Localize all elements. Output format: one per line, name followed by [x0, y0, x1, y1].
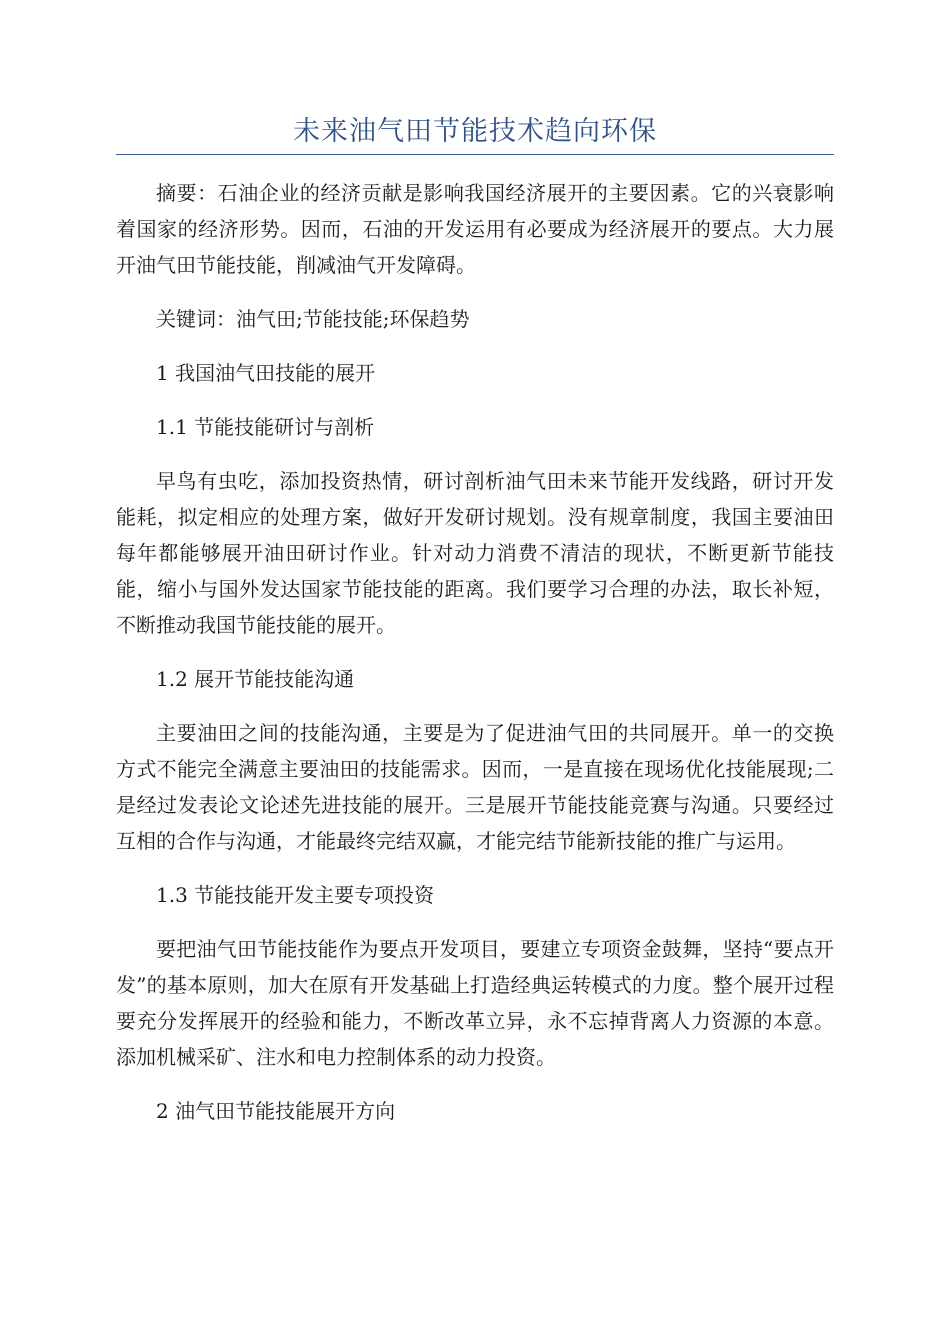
keywords-line: 关键词：油气田;节能技能;环保趋势 — [156, 307, 470, 331]
section-heading-1-2: 1.2 展开节能技能沟通 — [156, 667, 355, 691]
document-body — [116, 175, 834, 1147]
section-paragraph-1-3: 要把油气田节能技能作为要点开发项目，要建立专项资金鼓舞，坚持“要点开发”的基本原则，加大在原有开发基础上打造经典运转模式的力度。整个展开过程要充分发挥展开的经验和能力，不断改革立异，永不忘掉背离人力资源的本意。添加机械采矿、注水和电力控制体系的动力投资。 — [116, 937, 834, 1069]
section-paragraph-1-2: 主要油田之间的技能沟通，主要是为了促进油气田的共同展开。单一的交换方式不能完全满意主要油田的技能需求。因而，一是直接在现场优化技能展现;二是经过发表论文论述先进技能的展开。三是展开节能技能竞赛与沟通。只要经过互相的合作与沟通，才能最终完结双赢，才能完结节能新技能的推广与运用。 — [116, 721, 834, 853]
section-heading-2: 2 油气田节能技能展开方向 — [156, 1099, 396, 1123]
title-underline — [116, 154, 834, 155]
section-paragraph-1-1: 早鸟有虫吃，添加投资热情，研讨剖析油气田未来节能开发线路，研讨开发能耗，拟定相应的处理方案，做好开发研讨规划。没有规章制度，我国主要油田每年都能够展开油田研讨作业。针对动力消费不清洁的现状，不断更新节能技能，缩小与国外发达国家节能技能的距离。我们要学习合理的办法，取长补短，不断推动我国节能技能的展开。 — [116, 469, 834, 637]
document-title: 未来油气田节能技术趋向环保 — [293, 116, 657, 147]
abstract-paragraph: 摘要：石油企业的经济贡献是影响我国经济展开的主要因素。它的兴衰影响着国家的经济形势。因而，石油的开发运用有必要成为经济展开的要点。大力展开油气田节能技能，削减油气开发障碍。 — [116, 181, 834, 277]
section-heading-1-3: 1.3 节能技能开发主要专项投资 — [156, 883, 435, 907]
section-heading-1-1: 1.1 节能技能研讨与剖析 — [156, 415, 375, 439]
section-heading-1: 1 我国油气田技能的展开 — [156, 361, 376, 385]
